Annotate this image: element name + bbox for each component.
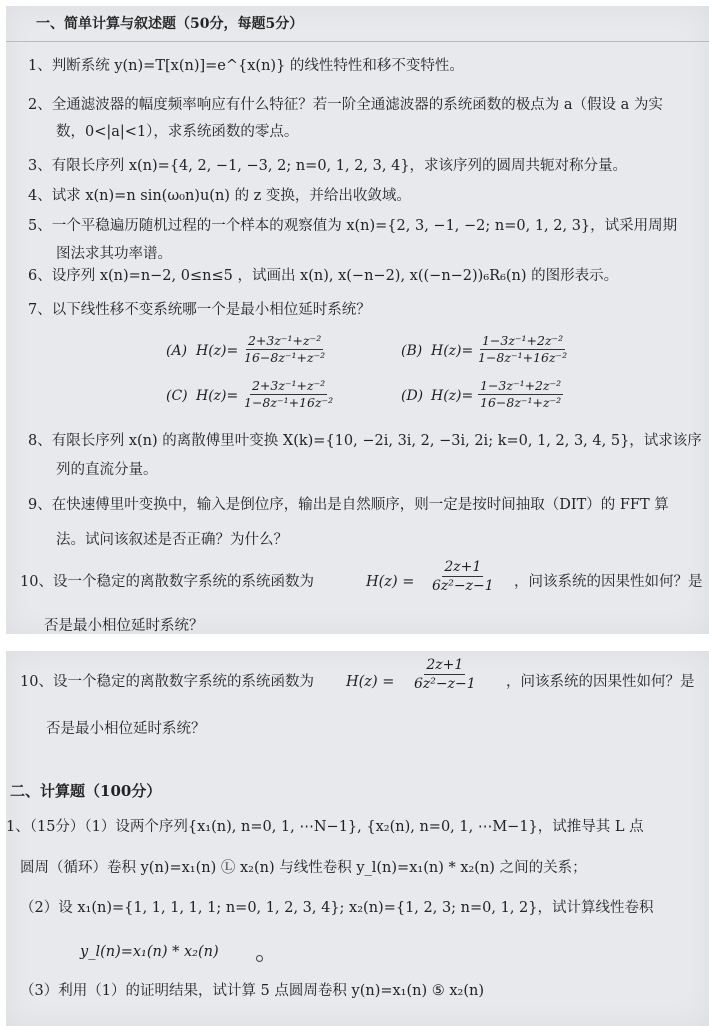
option-b-numerator: 1−3z⁻¹+2z⁻²	[480, 334, 565, 350]
question-1: 1、判断系统 y(n)=T[x(n)]=e^{x(n)} 的线性特性和移不变特性。	[28, 58, 464, 74]
p2-question-10-suffix: ，问该系统的因果性如何？是	[506, 674, 695, 690]
calc-1-line-5: （3）利用（1）的证明结果，试计算 5 点圆周卷积 y(n)=x₁(n) ⑤ x₂(n)	[20, 983, 484, 999]
exam-page-photo-2	[6, 651, 709, 1026]
p2-question-10-hz: H(z) =	[346, 674, 395, 690]
question-9-line-1: 9、在快速傅里叶变换中，输入是倒位序，输出是自然顺序，则一定是按时间抽取（DIT）的 FFT 算	[28, 497, 669, 513]
p2-question-10-denominator: 6z²−z−1	[414, 676, 476, 693]
p2-question-10-numerator: 2z+1	[424, 657, 465, 675]
question-5-line-1: 5、一个平稳遍历随机过程的一个样本的观察值为 x(n)={2, 3, −1, −2; n=0, 1, 2, 3}，试采用周期	[28, 218, 678, 234]
question-8-line-1: 8、有限长序列 x(n) 的离散傅里叶变换 X(k)={10, −2i, 3i, 2, −3i, 2i; k=0, 1, 2, 3, 4, 5}，试求该序	[28, 433, 702, 449]
calc-1-line-4: y_l(n)=x₁(n) * x₂(n)	[80, 944, 219, 960]
option-c-label: (C)	[166, 388, 188, 404]
option-b-hz: H(z)=	[431, 343, 474, 359]
option-d-denominator: 16−8z⁻¹+z⁻²	[480, 395, 562, 411]
question-2-line-1: 2、全通滤波器的幅度频率响应有什么特征？若一阶全通滤波器的系统函数的极点为 a（假设 a 为实	[28, 97, 663, 113]
question-10-prefix: 10、设一个稳定的离散数字系统的系统函数为	[20, 574, 314, 590]
divider	[6, 41, 709, 42]
option-d-label: (D)	[401, 388, 424, 404]
question-3: 3、有限长序列 x(n)={4, 2, −1, −3, 2; n=0, 1, 2, 3, 4}，求该序列的圆周共轭对称分量。	[28, 158, 628, 174]
option-a-hz: H(z)=	[196, 343, 239, 359]
option-b-denominator: 1−8z⁻¹+16z⁻²	[478, 350, 568, 366]
p2-question-10-prefix: 10、设一个稳定的离散数字系统的系统函数为	[20, 674, 314, 690]
option-a-denominator: 16−8z⁻¹+z⁻²	[244, 350, 326, 366]
question-10-denominator: 6z²−z−1	[432, 578, 494, 595]
p2-question-10-line-2: 否是最小相位延时系统？	[46, 721, 206, 737]
question-10-suffix: ，问该系统的因果性如何？是	[514, 574, 703, 590]
option-c-fraction	[244, 379, 333, 411]
calc-1-line-3: （2）设 x₁(n)={1, 1, 1, 1, 1; n=0, 1, 2, 3, 4}; x₂(n)={1, 2, 3; n=0, 1, 2}，试计算线性卷积	[20, 900, 654, 916]
question-6: 6、设序列 x(n)=n−2, 0≤n≤5 ，试画出 x(n), x(−n−2), x((−n−2))₆R₆(n) 的图形表示。	[28, 268, 619, 284]
question-10-fraction	[432, 559, 494, 594]
section-1-heading: 一、简单计算与叙述题（50分，每题5分）	[36, 16, 304, 32]
option-c-numerator: 2+3z⁻¹+z⁻²	[250, 379, 327, 395]
option-c-hz: H(z)=	[196, 388, 239, 404]
option-d-fraction	[478, 379, 563, 411]
question-10-numerator: 2z+1	[442, 559, 483, 577]
question-2-line-2: 数，0<|a|<1），求系统函数的零点。	[56, 124, 299, 140]
question-8-line-2: 列的直流分量。	[56, 462, 158, 478]
question-4: 4、试求 x(n)=n sin(ω₀n)u(n) 的 z 变换，并给出收敛域。	[28, 188, 411, 204]
exam-page-photo-1	[6, 6, 709, 634]
option-d-hz: H(z)=	[431, 388, 474, 404]
question-10-hz: H(z) =	[366, 574, 415, 590]
option-b-label: (B)	[401, 343, 423, 359]
option-d-numerator: 1−3z⁻¹+2z⁻²	[478, 379, 563, 395]
question-10-cutoff-line: 否是最小相位延时系统？	[44, 618, 204, 634]
option-a-fraction	[244, 334, 325, 366]
question-9-line-2: 法。试问该叙述是否正确？为什么？	[56, 532, 288, 548]
option-b-fraction	[478, 334, 567, 366]
option-a-label: (A)	[166, 343, 188, 359]
question-7: 7、以下线性移不变系统哪一个是最小相位延时系统？	[28, 302, 371, 318]
calc-1-line-1: 1、（15分）（1）设两个序列{x₁(n), n=0, 1, ⋯N−1}, {x₂(n), n=0, 1, ⋯M−1}，试推导其 L 点	[6, 819, 644, 835]
section-2-heading: 二、计算题（100分）	[10, 782, 162, 800]
calc-1-line-2: 圆周（循环）卷积 y(n)=x₁(n) Ⓛ x₂(n) 与线性卷积 y_l(n)=x₁(n) * x₂(n) 之间的关系；	[20, 860, 587, 876]
p2-question-10-fraction	[414, 657, 476, 692]
option-c-denominator: 1−8z⁻¹+16z⁻²	[244, 395, 334, 411]
option-a-numerator: 2+3z⁻¹+z⁻²	[246, 334, 323, 350]
question-5-line-2: 图法求其功率谱。	[56, 246, 172, 262]
stray-mark-2	[256, 955, 263, 962]
